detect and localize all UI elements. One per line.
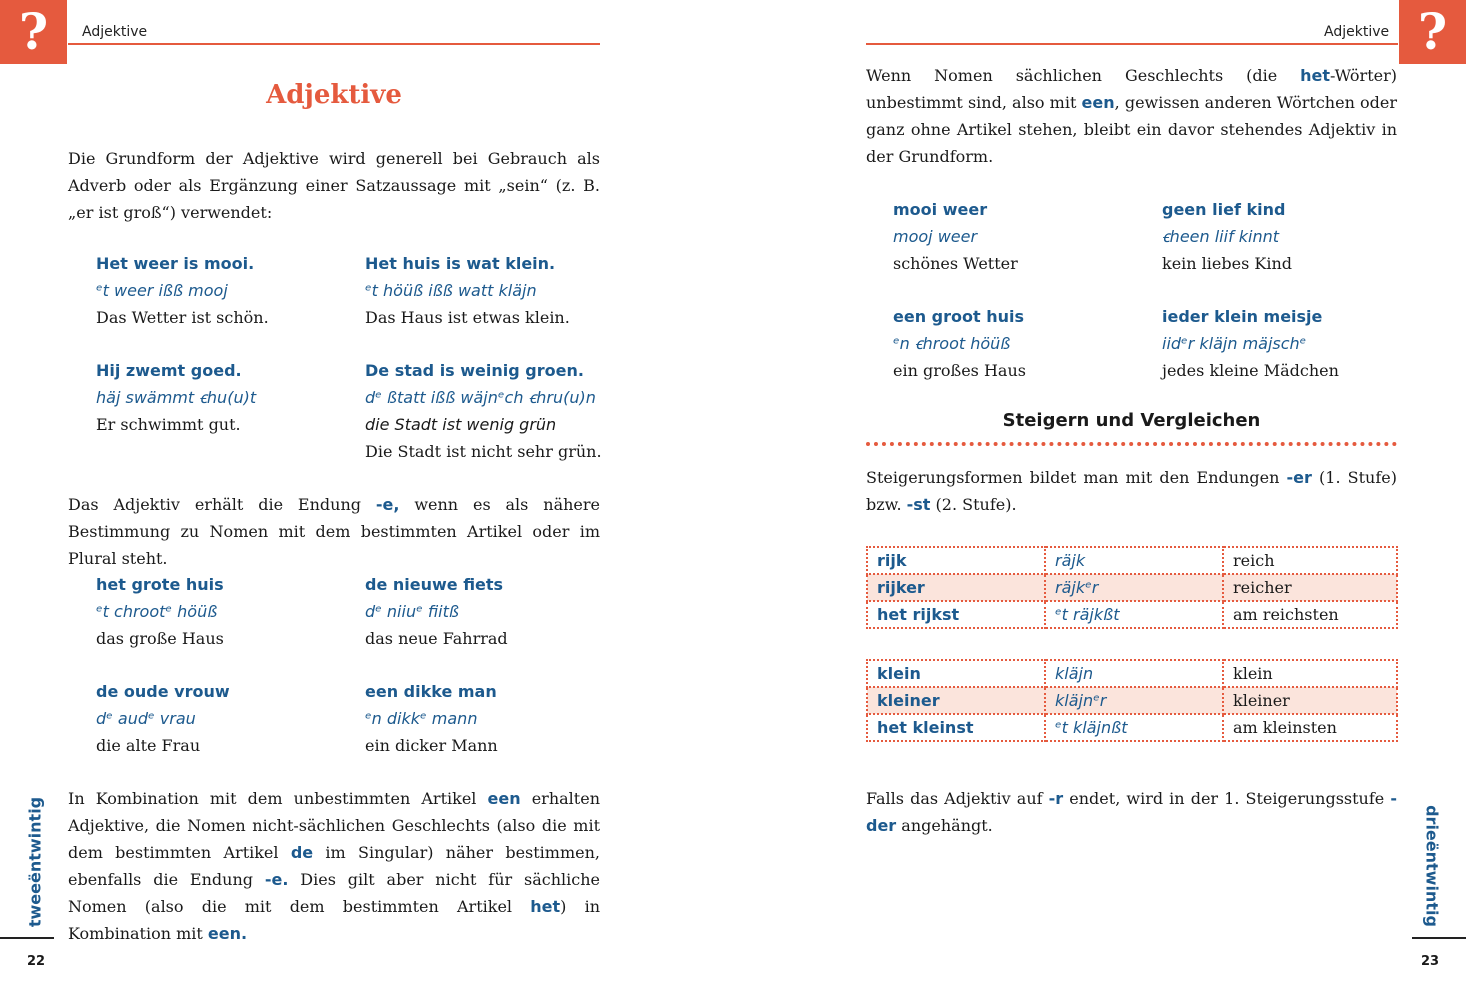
ending-paragraph: Das Adjektiv erhält die Endung -e, wenn es als nähere Bestimmung zu Nomen mit dem bestimmten Artikel oder im Plural steht.	[68, 495, 600, 568]
table-row: het rijkst ᵉt räjkßt am reichsten	[867, 601, 1397, 628]
page-word-right: drieëntwintig	[1422, 805, 1442, 927]
example-block: Het weer is mooi. ᵉt weer ißß mooj Das Wetter ist schön.	[96, 254, 269, 327]
page-number-right: 23	[1421, 954, 1440, 969]
example-block: geen lief kind ꞓheen liif kinnt kein liebes Kind	[1162, 200, 1292, 273]
example-block: de nieuwe fiets dᵉ niiuᵉ fiitß das neue Fahrrad	[365, 575, 508, 648]
neuter-paragraph: Wenn Nomen sächlichen Geschlechts (die het-Wörter) unbestimmt sind, also mit een, gewissen anderen Wörtchen oder ganz ohne Artikel stehen, bleibt ein davor stehendes Adjektiv in der Grundform.	[866, 66, 1397, 166]
example-block: de oude vrouw dᵉ audᵉ vrau die alte Frau	[96, 682, 230, 755]
comparison-table-klein	[866, 659, 1398, 742]
example-block: Hij zwemt goed. häj swämmt ꞓhu(u)t Er schwimmt gut.	[96, 361, 257, 434]
page-number-left: 22	[27, 954, 46, 969]
running-head-right: Adjektive	[1324, 24, 1390, 40]
comparison-paragraph: Steigerungsformen bildet man mit den Endungen -er (1. Stufe) bzw. -st (2. Stufe).	[866, 468, 1397, 514]
combination-paragraph: In Kombination mit dem unbestimmten Artikel een erhalten Adjektive, die Nomen nicht-sächlichen Geschlechts (also die mit dem bestimmten Artikel de im Singular) näher bestimmen, ebenfalls die Endung -e. Dies gilt aber nicht für sächliche Nomen (also die mit dem bestimmten Artikel het) in Kombination mit een.	[68, 789, 601, 943]
table-row: rijker räjkᵉr reicher	[867, 574, 1397, 601]
example-block: De stad is weinig groen. dᵉ ßtatt ißß wäjnᵉch ꞓhru(u)n die Stadt ist wenig grün Die Stadt ist nicht sehr grün.	[365, 361, 602, 461]
intro-paragraph: Die Grundform der Adjektive wird generell bei Gebrauch als Adverb oder als Ergänzung einer Satzaussage mit „sein“ (z. B. „er ist groß“) verwendet:	[68, 149, 600, 222]
example-block: het grote huis ᵉt chrootᵉ höüß das große Haus	[96, 575, 224, 648]
header-rule-right	[866, 43, 1398, 45]
table-row: rijk räjk reich	[867, 547, 1397, 574]
page-number-rule-left	[0, 937, 54, 939]
page-title: Adjektive	[266, 80, 402, 110]
question-mark-icon: ?	[0, 0, 67, 64]
r-ending-paragraph: Falls das Adjektiv auf -r endet, wird in der 1. Steigerungsstufe -der angehängt.	[866, 789, 1397, 835]
example-block: mooi weer mooj weer schönes Wetter	[893, 200, 1018, 273]
example-block: ieder klein meisje iidᵉr kläjn mäjschᵉ jedes kleine Mädchen	[1162, 307, 1339, 380]
page-number-rule-right	[1412, 937, 1466, 939]
table-row: kleiner kläjnᵉr kleiner	[867, 687, 1397, 714]
example-block: Het huis is wat klein. ᵉt höüß ißß watt kläjn Das Haus ist etwas klein.	[365, 254, 570, 327]
section-heading: Steigern und Vergleichen	[1002, 410, 1261, 431]
header-rule-left	[68, 43, 600, 45]
running-head-left: Adjektive	[82, 24, 148, 40]
question-mark-icon: ?	[1399, 0, 1466, 64]
example-block: een groot huis ᵉn ꞓhroot höüß ein großes Haus	[893, 307, 1026, 380]
table-row: het kleinst ᵉt kläjnßt am kleinsten	[867, 714, 1397, 741]
dotted-divider	[866, 442, 1397, 446]
example-block: een dikke man ᵉn dikkᵉ mann ein dicker Mann	[365, 682, 498, 755]
table-row: klein kläjn klein	[867, 660, 1397, 687]
comparison-table-rijk	[866, 546, 1398, 629]
page-word-left: tweeëntwintig	[25, 796, 45, 928]
